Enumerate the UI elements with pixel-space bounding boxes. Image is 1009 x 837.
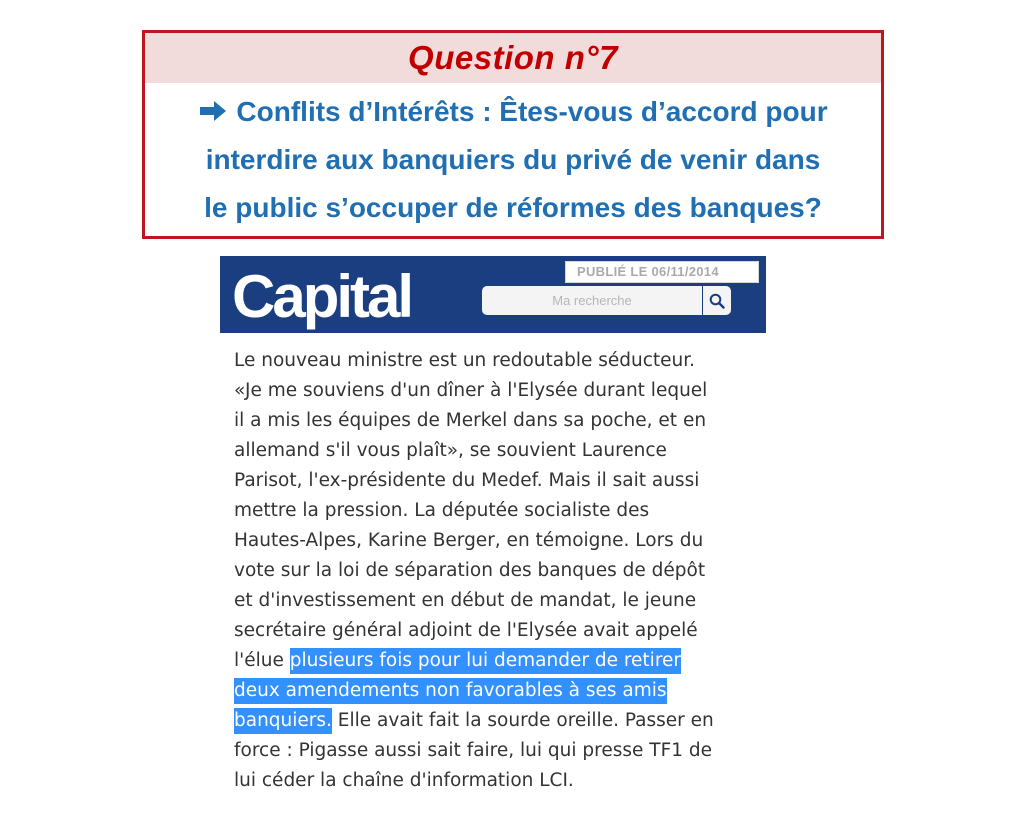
article-line: force : Pigasse aussi sait faire, lui qui presse TF1 de	[234, 740, 712, 761]
highlighted-text: deux amendements non favorables à ses amis	[234, 678, 667, 704]
question-title: Question n°7	[408, 39, 618, 76]
search-button[interactable]	[703, 286, 731, 315]
article-line: mettre la pression. La députée socialiste des	[234, 500, 650, 521]
article-text-plain: l'élue	[234, 650, 290, 671]
article-line	[234, 646, 774, 676]
question-header	[145, 33, 881, 83]
article-line: Hautes-Alpes, Karine Berger, en témoigne. Lors du	[234, 530, 704, 551]
question-text	[145, 88, 881, 232]
highlighted-text: plusieurs fois pour lui demander de retirer	[290, 648, 681, 674]
article-line: Parisot, l'ex-présidente du Medef. Mais il sait aussi	[234, 470, 700, 491]
question-line: le public s’occuper de réformes des banques?	[204, 192, 822, 223]
search-input[interactable]	[482, 286, 702, 315]
published-date: PUBLIÉ LE 06/11/2014	[577, 264, 719, 279]
question-box	[142, 30, 884, 239]
question-line	[145, 88, 881, 136]
article-line	[234, 676, 774, 706]
article-text	[234, 346, 774, 796]
article-line: et d'investissement en début de mandat, le jeune	[234, 590, 697, 611]
capital-logo[interactable]: Capital	[232, 263, 412, 330]
article-line: allemand s'il vous plaît», se souvient Laurence	[234, 440, 667, 461]
highlighted-text: banquiers.	[234, 708, 332, 734]
capital-banner	[220, 256, 766, 333]
article-line: secrétaire général adjoint de l'Elysée avait appelé	[234, 620, 698, 641]
article-text-plain: Elle avait fait la sourde oreille. Passer en	[331, 710, 714, 731]
article-line: «Je me souviens d'un dîner à l'Elysée durant lequel	[234, 380, 708, 401]
article-line: vote sur la loi de séparation des banques de dépôt	[234, 560, 706, 581]
article-line	[234, 706, 774, 736]
question-line-text: Conflits d’Intérêts : Êtes-vous d’accord pour	[236, 96, 828, 127]
right-arrow-icon	[198, 100, 228, 122]
article-line: Le nouveau ministre est un redoutable séducteur.	[234, 350, 696, 371]
search-icon	[709, 293, 725, 309]
question-line: interdire aux banquiers du privé de venir dans	[205, 144, 821, 175]
article-line: lui céder la chaîne d'information LCI.	[234, 770, 574, 791]
article-line: il a mis les équipes de Merkel dans sa poche, et en	[234, 410, 707, 431]
